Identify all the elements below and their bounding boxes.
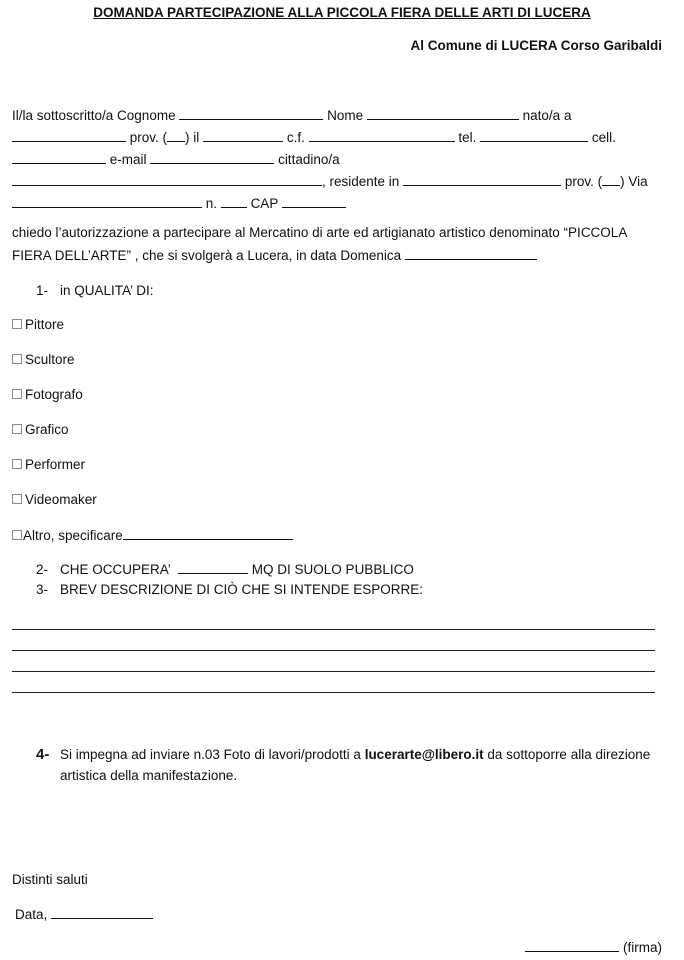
option-pittore[interactable] bbox=[12, 316, 64, 334]
option-altro[interactable] bbox=[12, 526, 293, 545]
mobile-label: cell. bbox=[591, 130, 616, 145]
citizenship-field[interactable] bbox=[12, 172, 322, 186]
square-meters-field[interactable] bbox=[178, 560, 248, 574]
birth-province-label: prov. ( bbox=[129, 130, 168, 145]
section-2-label: CHE OCCUPERA’ bbox=[60, 562, 171, 577]
other-specify-field[interactable] bbox=[123, 526, 293, 540]
section-3-number: 3- bbox=[36, 582, 49, 597]
postal-code-label: CAP bbox=[250, 196, 279, 211]
checkbox-icon[interactable] bbox=[12, 530, 22, 540]
option-label: Scultore bbox=[25, 352, 75, 367]
tax-code-label: c.f. bbox=[286, 130, 305, 145]
checkbox-icon[interactable] bbox=[12, 459, 22, 469]
street-field[interactable] bbox=[12, 194, 202, 208]
email-label: e-mail bbox=[109, 152, 147, 167]
personal-info-line-5 bbox=[12, 194, 346, 213]
signature-label: (firma) bbox=[623, 940, 662, 955]
surname-label: Il/la sottoscritto/a Cognome bbox=[12, 108, 176, 123]
personal-info-line-2 bbox=[12, 128, 616, 147]
request-text: FIERA DELL’ARTE” , che si svolgerà a Lucera, in data Domenica bbox=[12, 248, 402, 263]
section-4-line-2: artistica della manifestazione. bbox=[60, 768, 238, 783]
section-2 bbox=[36, 560, 414, 579]
signature-field[interactable] bbox=[525, 938, 619, 952]
mobile-field[interactable] bbox=[12, 150, 106, 164]
option-label: Performer bbox=[25, 457, 86, 472]
checkbox-icon[interactable] bbox=[12, 389, 22, 399]
request-line-2 bbox=[12, 246, 537, 265]
option-label: Grafico bbox=[25, 422, 69, 437]
section-3-label: BREV DESCRIZIONE DI CIÒ CHE SI INTENDE ESPORRE: bbox=[60, 582, 424, 597]
date-field[interactable] bbox=[51, 905, 153, 919]
phone-label: tel. bbox=[458, 130, 477, 145]
contact-email-link[interactable]: lucerarte@libero.it bbox=[364, 747, 484, 762]
residence-field[interactable] bbox=[403, 172, 561, 186]
section-1-label: in QUALITA’ DI: bbox=[60, 283, 154, 298]
option-label: Altro, specificare bbox=[23, 528, 123, 543]
section-2-number: 2- bbox=[36, 562, 49, 577]
section-4-number: 4- bbox=[36, 746, 50, 763]
personal-info-line-1 bbox=[12, 106, 571, 125]
birthdate-field[interactable] bbox=[203, 128, 283, 142]
signature-line bbox=[525, 938, 662, 957]
checkbox-icon[interactable] bbox=[12, 354, 22, 364]
tax-code-field[interactable] bbox=[309, 128, 455, 142]
option-label: Pittore bbox=[25, 317, 65, 332]
checkbox-icon[interactable] bbox=[12, 319, 22, 329]
name-field[interactable] bbox=[367, 106, 519, 120]
birthplace-field[interactable] bbox=[12, 128, 126, 142]
description-line-1[interactable] bbox=[12, 629, 655, 630]
date-line bbox=[15, 905, 153, 924]
house-number-field[interactable] bbox=[221, 194, 247, 208]
option-performer[interactable] bbox=[12, 456, 85, 474]
phone-field[interactable] bbox=[480, 128, 588, 142]
option-fotografo[interactable] bbox=[12, 386, 83, 404]
residence-province-field[interactable] bbox=[602, 172, 620, 186]
document-title: DOMANDA PARTECIPAZIONE ALLA PICCOLA FIERA DELLE ARTI DI LUCERA bbox=[93, 5, 591, 20]
section-4 bbox=[36, 746, 650, 764]
section-4-text-cont: da sottoporre alla direzione bbox=[483, 747, 651, 762]
name-label: Nome bbox=[327, 108, 364, 123]
street-label: ) Via bbox=[620, 174, 648, 189]
section-3 bbox=[36, 581, 423, 599]
option-label: Fotografo bbox=[25, 387, 83, 402]
surname-field[interactable] bbox=[179, 106, 323, 120]
birthplace-label: nato/a a bbox=[522, 108, 572, 123]
birthdate-label: ) il bbox=[185, 130, 200, 145]
closing-greeting: Distinti saluti bbox=[12, 872, 88, 887]
option-videomaker[interactable] bbox=[12, 491, 97, 509]
date-label: Data, bbox=[15, 907, 48, 922]
description-line-3[interactable] bbox=[12, 671, 655, 672]
section-4-text: Si impegna ad inviare n.03 Foto di lavori/prodotti a bbox=[60, 747, 365, 762]
section-1-heading bbox=[36, 282, 154, 300]
residence-province-label: prov. ( bbox=[564, 174, 603, 189]
request-line-1: chiedo l’autorizzazione a partecipare al Mercatino di arte ed artigianato artistico denominato “PICCOLA bbox=[12, 225, 628, 240]
description-line-2[interactable] bbox=[12, 650, 655, 651]
description-line-4[interactable] bbox=[12, 692, 655, 693]
section-1-number: 1- bbox=[36, 283, 49, 298]
birth-province-field[interactable] bbox=[167, 128, 185, 142]
option-grafico[interactable] bbox=[12, 421, 69, 439]
personal-info-line-3 bbox=[12, 150, 340, 169]
postal-code-field[interactable] bbox=[282, 194, 346, 208]
checkbox-icon[interactable] bbox=[12, 494, 22, 504]
addressee: Al Comune di LUCERA Corso Garibaldi bbox=[410, 38, 662, 53]
house-number-label: n. bbox=[205, 196, 218, 211]
personal-info-line-4 bbox=[12, 172, 648, 191]
email-field[interactable] bbox=[150, 150, 274, 164]
event-date-field[interactable] bbox=[405, 246, 537, 260]
checkbox-icon[interactable] bbox=[12, 424, 22, 434]
option-label: Videomaker bbox=[25, 492, 97, 507]
residence-label: , residente in bbox=[322, 174, 400, 189]
option-scultore[interactable] bbox=[12, 351, 75, 369]
section-2-unit-label: MQ DI SUOLO PUBBLICO bbox=[251, 562, 414, 577]
citizenship-label: cittadino/a bbox=[278, 152, 340, 167]
